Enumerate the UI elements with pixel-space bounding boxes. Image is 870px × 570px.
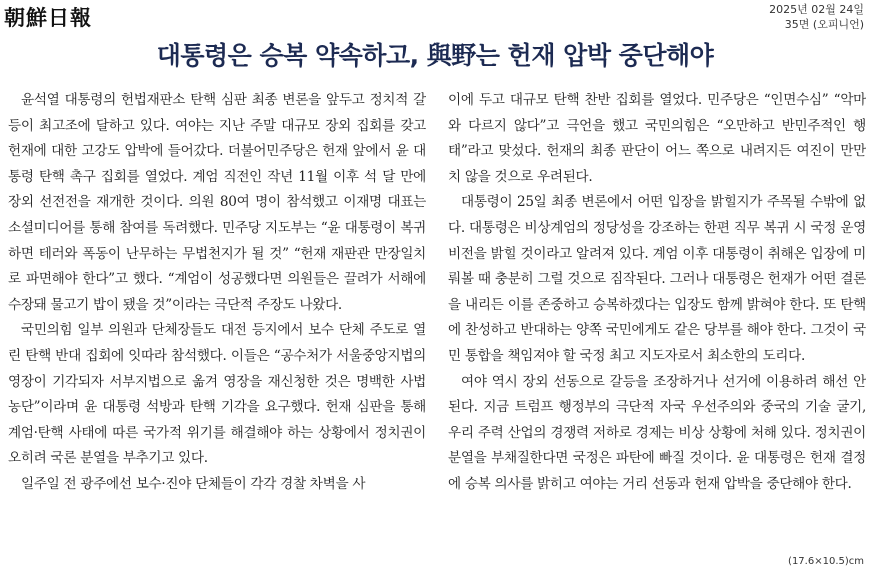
clipping-size-note: (17.6×10.5)cm [788,556,864,567]
paragraph: 일주일 전 광주에선 보수·진야 단체들이 각각 경찰 차벽을 사 [21,475,366,492]
paragraph: 이에 두고 대규모 탄핵 찬반 집회를 열었다. 민주당은 “인면수심” “악마와 다르지 않다”고 극언을 했고 국민의힘은 “오만하고 반민주적인 행태”라고 맞섰다. 헌재의 최종 판단이 어느 쪽으로 내려지든 여진이 만만치 않을 것으로 우려된다. [448,92,866,185]
newspaper-masthead: 朝鮮日報 [4,5,92,30]
paragraph: 윤석열 대통령의 헌법재판소 탄핵 심판 최종 변론을 앞두고 정치적 갈등이 최고조에 달하고 있다. 여야는 지난 주말 대규모 장외 집회를 갖고 헌재에 대한 고강도 압박에 들어갔다. 더불어민주당은 헌재 앞에서 윤 대통령 탄핵 촉구 집회를 열었다. 계엄 직전인 작년 11월 이후 석 달 만에 장외 선전전을 재개한 것이다. 의원 80여 명이 참석했고 이재명 대표는 소셜미디어를 통해 참여를 독려했다. 민주당 지도부는 “윤 대통령이 복귀하면 테러와 폭동이 난무하는 무법천지가 될 것” “헌재 재판관 만장일치로 파면해야 한다”고 했다. “계엄이 성공했다면 의원들은 끌려가 서해에 수장돼 물고기 밥이 됐을 것”이라는 극단적 주장도 나왔다. [8,92,426,313]
editorial-headline: 대통령은 승복 약속하고, 與野는 헌재 압박 중단해야 [156,41,714,70]
paragraph: 국민의힘 일부 의원과 단체장들도 대전 등지에서 보수 단체 주도로 열린 탄핵 반대 집회에 잇따라 참석했다. 이들은 “공수처가 서울중앙지법의 영장이 기각되자 서부지법으로 옮겨 영장을 재신청한 것은 명백한 사법 농단”이라며 윤 대통령 석방과 탄핵 기각을 요구했다. 헌재 심판을 통해 계엄·탄핵 사태에 따른 국가적 위기를 해결해야 하는 상황에서 정치권이 오히려 국론 분열을 부추기고 있다. [8,322,426,467]
article-column-right [448,88,866,554]
article-column-left [8,88,426,554]
paragraph: 대통령이 25일 최종 변론에서 어떤 입장을 밝힐지가 주목될 수밖에 없다. 대통령은 비상계엄의 정당성을 강조하는 한편 직무 복귀 시 국정 운영 비전을 밝힐 것이라고 알려져 있다. 계엄 이후 대통령이 취해온 입장에 미뤄볼 때 충분히 그럴 것으로 짐작된다. 그러나 대통령은 헌재가 어떤 결론을 내리든 이를 존중하고 승복하겠다는 입장도 함께 밝혀야 한다. 또 탄핵에 찬성하고 반대하는 양쪽 국민에게도 같은 당부를 해야 한다. 그것이 국민 통합을 책임져야 할 국정 최고 지도자로서 최소한의 도리다. [448,194,866,364]
paragraph: 여야 역시 장외 선동으로 갈등을 조장하거나 선거에 이용하려 해선 안 된다. 지금 트럼프 행정부의 극단적 자국 우선주의와 중국의 기술 굴기, 우리 주력 산업의 경쟁력 저하로 경제는 비상 상황에 처해 있다. 정치권이 분열을 부채질한다면 국정은 파탄에 빠질 것이다. 윤 대통령은 헌재 결정에 승복 의사를 밝히고 여야는 거리 선동과 헌재 압박을 중단해야 한다. [448,373,866,492]
issue-date: 2025년 02월 24일 [769,3,864,16]
issue-meta [769,2,864,32]
page-section: 35면 (오피니언) [784,18,864,31]
